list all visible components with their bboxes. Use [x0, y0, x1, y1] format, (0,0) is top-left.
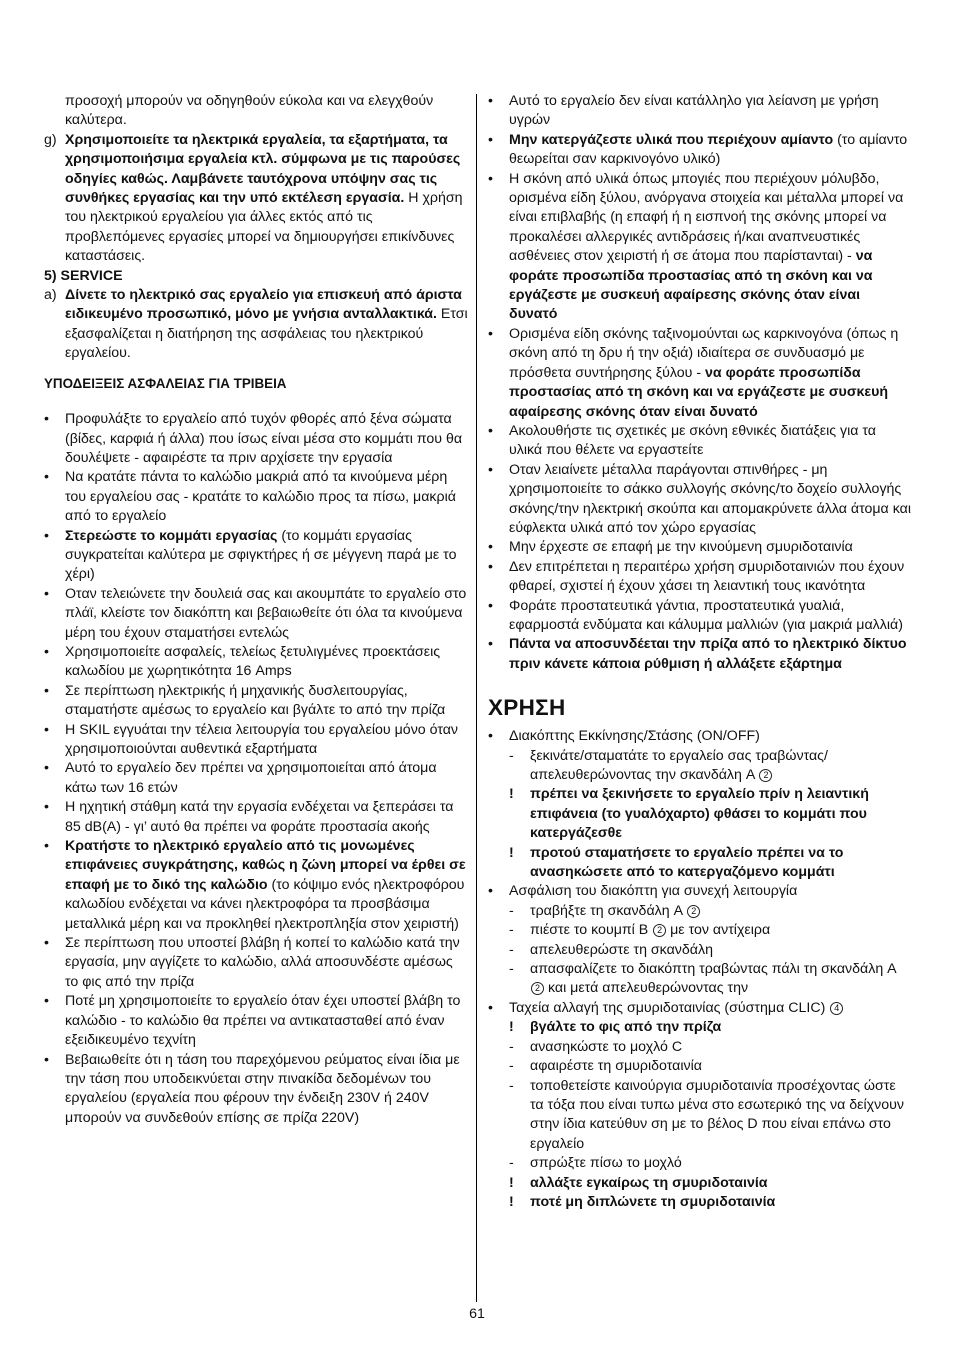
safety-heading: ΥΠΟΔΕΙΞΕΙΣ ΑΣΦΑΛΕΙΑΣ ΓΙΑ ΤΡΙΒΕΙΑ [44, 375, 287, 391]
warning-text: αλλάξτε εγκαίρως τη σμυριδοταινία [530, 1174, 768, 1191]
belt-item [488, 999, 912, 1018]
bullet-item [488, 92, 912, 131]
warning-text: ποτέ μη διπλώνετε τη σμυριδοταινία [530, 1193, 776, 1210]
lock-sub-text: πιέστε το κουμπί B [530, 922, 649, 939]
dash: - [509, 1038, 514, 1055]
warning-text: πρέπει να ξεκινήσετε το εργαλείο πρίν η λειαντική επιφάνεια (το γυαλόχαρτο) φθάσει το κομμάτι που κατεργάζεσθε [530, 786, 869, 842]
item-a-marker: a) [44, 287, 57, 304]
item-g-marker: g) [44, 131, 57, 148]
dash: - [509, 941, 514, 958]
bullet: • [44, 721, 49, 738]
bullet-text: Μην έρχεστε σε επαφή με την κινούμενη σμυριδοταινία [509, 539, 853, 556]
belt-sub-text: ανασηκώστε το μοχλό C [530, 1038, 683, 1055]
bullet-text: Ορισμένα είδη σκόνης ταξινομούνται ως καρκινογόνα (όπως η σκόνη από τη δρυ ή την οξιά) ιδιαίτερα σε συνδυασμό με πρόσθετα συντήρησης ξύλου - [509, 325, 899, 381]
item-g-bold: Χρησιμοποιείτε τα ηλεκτρικά εργαλεία, τα εξαρτήματα, τα χρησιμοποιήσιμα εργαλεία κτλ. σύμφωνα με τις παρούσες οδηγίες καθώς. Λαμβάνετε ταυτόχρονα υπόψην σας τις συνθήκες εργασίας και την υπό εκτέλεση εργασία. [65, 131, 461, 207]
switch-item [488, 727, 912, 746]
item-g-text: Η χρήση του ηλεκτρικού εργαλείου για άλλες εκτός από τις προβλεπόμενες εργασίες μπορεί να δημιουργήσει επικίνδυνες καταστάσεις. [65, 190, 463, 265]
bullet-text: Να κρατάτε πάντα το καλώδιο μακριά από τα κινούμενα μέρη του εργαλείου σας - κρατάτε το καλώδιο προς τα πίσω, μακριά από το εργαλείο [65, 469, 456, 525]
figure-ref: 2 [687, 905, 700, 918]
bullet-item [488, 597, 912, 636]
item-a [44, 286, 468, 364]
bullet: • [488, 883, 493, 900]
bullet-item [488, 131, 912, 170]
dash: - [509, 922, 514, 939]
lock-sub-item [488, 902, 912, 921]
switch-text: Διακόπτης Εκκίνησης/Στάσης (ON/OFF) [509, 728, 760, 745]
bullet-item [44, 682, 468, 721]
lock-sub-item [488, 921, 912, 940]
bullet-text: Οταν λειαίνετε μέταλλα παράγονται σπινθήρες - μη χρησιμοποιείτε το σάκκο συλλογής σκόνης/το δοχείο συλλογής σκόνης/την ηλεκτρική σκούπα και απομακρύνετε άλλα άτομα και εύφλεκτα υλικά από τον χώρο εργασίας [509, 461, 911, 536]
switch-sub-item [488, 747, 912, 786]
bullet: • [44, 682, 49, 699]
lock-sub-text: και μετά απελευθερώνοντας την [547, 980, 749, 997]
lock-sub-text: με τον αντίχειρα [670, 922, 771, 939]
bullet-text: Η SKIL εγγυάται την τέλεια λειτουργία του εργαλείου μόνο όταν χρησιμοποιούνται αυθεντικά εξαρτήματα [65, 721, 459, 757]
bullet-text: Αυτό το εργαλείο δεν είναι κατάλληλο για λείανση με γρήση υγρών [509, 93, 879, 129]
belt-sub-text: σπρώξτε πίσω το μοχλό [530, 1155, 682, 1172]
warning-marker: ! [509, 1019, 514, 1036]
bullet-text: Αυτό το εργαλείο δεν πρέπει να χρησιμοποιείται από άτομα κάτω των 16 ετών [65, 760, 437, 796]
bullet: • [488, 558, 493, 575]
bullet-item [44, 798, 468, 837]
lock-sub-item [488, 941, 912, 960]
warning-marker: ! [509, 844, 514, 861]
intro-text: προσοχή μπορούν να οδηγηθούν εύκολα και να ελεγχθούν καλύτερα. [65, 93, 434, 129]
bullet-bold-text: να φοράτε προσωπίδα προστασίας από τη σκόνη και να εργάζεστε με συσκευή αφαίρεσης σκόνης όταν είναι δυνατό [509, 364, 889, 420]
bullet-bold-text: να φοράτε προσωπίδα προστασίας από τη σκόνη και να εργάζεστε με συσκευή αφαίρεσης σκόνης όταν είναι δυνατό [509, 248, 873, 323]
dash: - [509, 961, 514, 978]
bullet-item [44, 759, 468, 798]
bullet-text: Φοράτε προστατευτικά γάντια, προστατευτικά γυαλιά, εφαρμοστά ενδύματα και κάλυμμα μαλλιών (για μακριά μαλλιά) [509, 597, 903, 633]
belt-text: Ταχεία αλλαγή της σμυριδοταινίας (σύστημα CLIC) [509, 999, 826, 1016]
left-column [44, 92, 468, 1128]
bullet-text: (το κόψιμο ενός ηλεκτροφόρου καλωδίου ενδέχεται να κάνει ηλεκτροφόρα τα προσβάσιμα μεταλλικά μέρη και να προκληθεί ηλεκτροπληξία στον χειριστή) [65, 876, 465, 932]
bullet: • [44, 527, 49, 544]
belt-sub-item [488, 1154, 912, 1173]
bullet-item [488, 461, 912, 539]
bullet-text: Ακολουθήστε τις σχετικές με σκόνη εθνικές διατάξεις για τα υλικά που θέλετε να εργαστείτε [509, 422, 877, 459]
bullet-text: Δεν επιτρέπεται η περαιτέρω χρήση σμυριδοταινιών που έχουν φθαρεί, σχιστεί ή έχουν χάσει τη λειαντική τους ικανότητα [509, 558, 905, 595]
safety-bullet-list-continued [488, 92, 912, 674]
bullet-text: Χρησιμοποιείτε ασφαλείς, τελείως ξετυλιγμένες προεκτάσεις καλωδίου με χωρητικότητα 16 Amps [65, 643, 441, 680]
page-number: 61 [469, 1306, 485, 1322]
belt-sub-item [488, 1038, 912, 1057]
figure-ref: 2 [531, 982, 544, 995]
bullet: • [44, 643, 49, 660]
bullet-text: Ποτέ μη χρησιμοποιείτε το εργαλείο όταν έχει υποστεί βλάβη το καλώδιο - το καλώδιο θα πρέπει να αντικατασταθεί από έναν εξειδικευμένο τεχνίτη [65, 993, 461, 1049]
bullet: • [488, 597, 493, 614]
bullet-text: Η ηχητική στάθμη κατά την εργασία ενδέχεται να ξεπεράσει τα 85 dB(A) - γι’ αυτό θα πρέπει να φοράτε προστασία ακοής [65, 799, 454, 835]
dash: - [509, 1077, 514, 1094]
bullet-text: (το αμίαντο θεωρείται σαν καρκινογόνο υλικό) [509, 131, 908, 168]
bullet: • [488, 131, 493, 148]
bullet-item [488, 422, 912, 461]
bullet-item [44, 643, 468, 682]
bullet-item [44, 585, 468, 643]
bullet: • [488, 170, 493, 187]
switch-sub-text: ξεκινάτε/σταματάτε το εργαλείο σας τραβώντας/ απελευθερώνοντας την σκανδάλη A [530, 747, 828, 783]
bullet-bold-text: Μην κατεργάζεστε υλικά που περιέχουν αμίαντο [509, 131, 834, 148]
bullet: • [488, 999, 493, 1016]
dash: - [509, 747, 514, 764]
bullet-item [44, 1051, 468, 1129]
bullet: • [488, 539, 493, 556]
belt-sub-item [488, 1057, 912, 1076]
belt-sub-item [488, 1077, 912, 1155]
warning-item [488, 1193, 912, 1212]
bullet: • [488, 461, 493, 478]
bullet: • [44, 411, 49, 428]
warning-text: προτού σταματήσετε το εργαλείο πρέπει να το ανασηκώσετε από το κατεργαζόμενο κομμάτι [530, 844, 844, 881]
dash: - [509, 902, 514, 919]
bullet-item [488, 635, 912, 674]
right-column [488, 92, 912, 1212]
figure-ref: 2 [653, 924, 666, 937]
warning-item [488, 1018, 912, 1037]
bullet-item [44, 527, 468, 585]
lock-item [488, 882, 912, 901]
warning-item [488, 1174, 912, 1193]
bullet-bold-text: Στερεώστε το κομμάτι εργασίας [65, 527, 278, 544]
usage-heading: ΧΡΗΣΗ [488, 695, 566, 721]
bullet-item [488, 170, 912, 325]
figure-ref: 2 [759, 769, 772, 782]
warning-item [488, 785, 912, 843]
belt-sub-text: τοποθετείστε καινούργια σμυριδοταινία προσέχοντας ώστε τα τόξα που είναι τυπω μένα στο εσωτερικό της να δείχνουν στην ίδια κατεύθυν ση με το βέλος D που είναι επάνω στο εργαλείο [530, 1077, 904, 1152]
bullet-text: Σε περίπτωση ηλεκτρικής ή μηχανικής δυσλειτουργίας, σταματήστε αμέσως το εργαλείο και βγάλτε το από την πρίζα [65, 682, 446, 719]
warning-marker: ! [509, 786, 514, 803]
item-g [44, 131, 468, 267]
bullet: • [44, 993, 49, 1010]
bullet: • [44, 760, 49, 777]
bullet-text: Σε περίπτωση που υποστεί βλάβη ή κοπεί το καλώδιο κατά την εργασία, μην αγγίζετε το καλώδιο, αλλά αποσυνδέστε αμέσως το φις από την πρίζα [65, 935, 460, 990]
bullet: • [488, 422, 493, 439]
bullet-item [44, 992, 468, 1050]
column-divider [476, 94, 477, 1302]
warning-text: βγάλτε το φις από την πρίζα [530, 1019, 722, 1036]
intro-paragraph [44, 92, 468, 131]
bullet-bold-text: Πάντα να αποσυνδέεται την πρίζα από το ηλεκτρικό δίκτυο πριν κάνετε κάποια ρύθμιση ή αλλάξετε εξάρτημα [509, 636, 907, 672]
bullet-text: (το κομμάτι εργασίας συγκρατείται καλύτερα με σφιγκτήρες ή σε μέγγενη παρά με το χέρι) [65, 527, 457, 583]
safety-bullet-list [44, 410, 468, 1128]
bullet: • [488, 636, 493, 653]
dash: - [509, 1155, 514, 1172]
item-a-text: Ετσι εξασφαλίζεται η διατήρηση της ασφάλειας του ηλεκτρικού εργαλείου. [65, 306, 468, 362]
bullet-item [44, 410, 468, 468]
lock-sub-item [488, 960, 912, 999]
bullet-item [488, 325, 912, 422]
bullet-bold-text: Κρατήστε το ηλεκτρικό εργαλείο από τις μονωμένες επιφάνειες συγκράτησης, καθώς η ζώνη μπορεί να έρθει σε επαφή με το δικό της καλώδιο [65, 838, 466, 893]
bullet: • [488, 93, 493, 109]
lock-sub-text: απελευθερώστε τη σκανδάλη [530, 941, 713, 958]
figure-ref: 4 [830, 1002, 843, 1015]
bullet: • [488, 325, 493, 342]
lock-sub-text: απασφαλίζετε το διακόπτη τραβώντας πάλι τη σκανδάλη A [530, 961, 896, 978]
bullet: • [44, 585, 49, 602]
bullet-item [44, 468, 468, 526]
warning-marker: ! [509, 1193, 514, 1210]
service-heading: 5) SERVICE [44, 267, 123, 284]
warning-marker: ! [509, 1174, 514, 1191]
bullet: • [44, 838, 49, 855]
bullet-text: Βεβαιωθείτε ότι η τάση του παρεχόμενου ρεύματος είναι ίδια με την τάση που υποδεικνύεται στην πινακίδα δεδομένων του εργαλείου (εργαλεία που φέρουν την ένδειξη 230V ή 240V μπορούν να συνδεθούν επίσης σε πρίζα 220V) [65, 1051, 460, 1126]
bullet: • [44, 935, 49, 952]
warning-item [488, 844, 912, 883]
bullet: • [44, 1051, 49, 1068]
lock-text: Ασφάλιση του διακόπτη για συνεχή λειτουργία [509, 883, 798, 900]
bullet: • [488, 728, 493, 745]
bullet-item [488, 538, 912, 557]
bullet-item [44, 934, 468, 992]
belt-sub-text: αφαιρέστε τη σμυριδοταινία [530, 1058, 702, 1075]
bullet-text: Οταν τελειώνετε την δουλειά σας και ακουμπάτε το εργαλείο στο πλάϊ, κλείστε τον διακόπτη και βεβαιωθείτε ότι όλα τα κινούμενα μέρη του έχουν σταματήσει εντελώς [65, 585, 467, 641]
bullet: • [44, 469, 49, 486]
lock-sub-text: τραβήξτε τη σκανδάλη A [530, 902, 683, 919]
bullet-item [488, 558, 912, 597]
bullet-text: Προφυλάξτε το εργαλείο από τυχόν φθορές από ξένα σώματα (βίδες, καρφιά ή άλλα) που ίσως είναι μέσα στο κομμάτι που θα δουλέψετε - αφαιρέστε τα πριν αρχίσετε την εργασία [65, 411, 463, 466]
bullet-item [44, 721, 468, 760]
dash: - [509, 1058, 514, 1075]
bullet-text: Η σκόνη από υλικά όπως μπογιές που περιέχουν μόλυβδο, ορισμένα είδη ξύλου, ανόργανα στοιχεία και μέταλλα μπορεί να είναι επιβλαβής (η επαφή ή η εισπνοή της σκόνης μπορεί να προκαλέσει αλλεργικές αντιδράσεις ή/και αναπνευστικές ασθένειες στον χειριστή ή σε άτομα που παρίστανται) - [509, 170, 904, 265]
bullet-item [44, 837, 468, 934]
item-a-bold: Δίνετε το ηλεκτρικό σας εργαλείο για επισκευή από άριστα ειδικευμένο προσωπικό, μόνο με γνήσια ανταλλακτικά. [65, 287, 462, 323]
bullet: • [44, 799, 49, 816]
